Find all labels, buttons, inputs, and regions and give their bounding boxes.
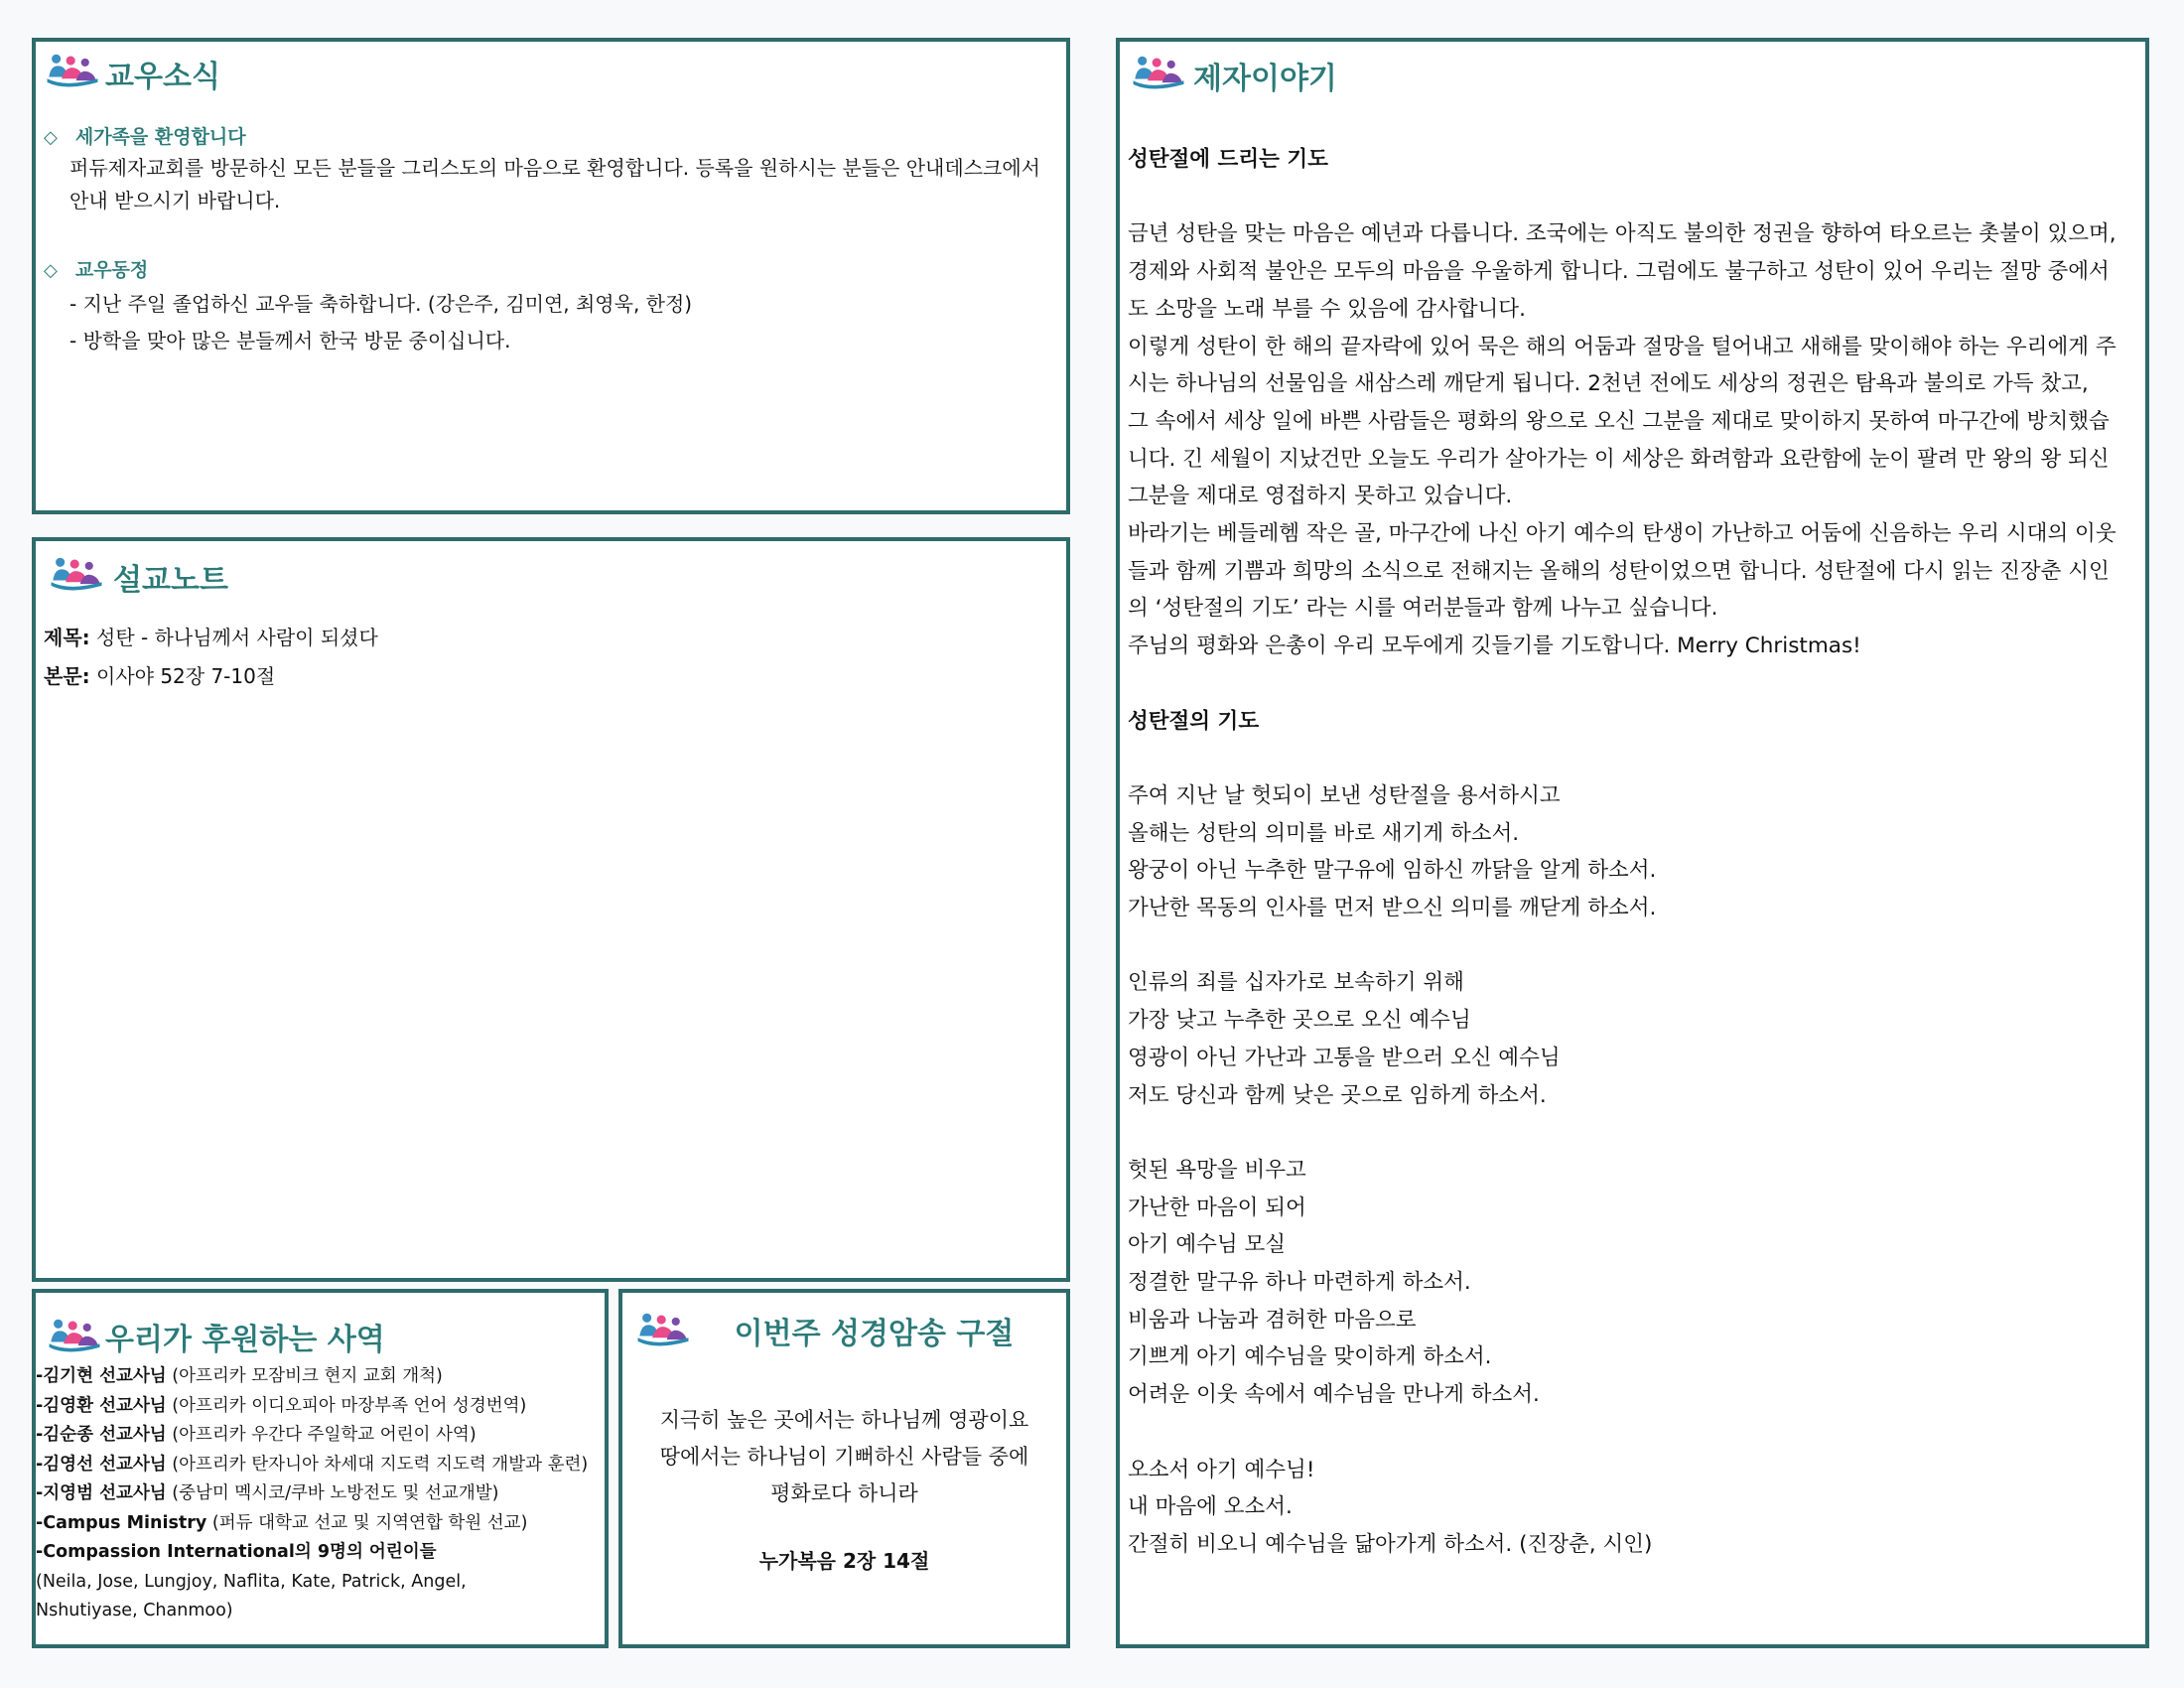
story-line: 주님의 평화와 은총이 우리 모두에게 깃들기를 기도합니다. Merry Christmas! [1128,633,1861,659]
sermon-passage [44,658,275,695]
story-line: 기쁘게 아기 예수님을 맞이하게 하소서. [1128,1344,1492,1370]
story-line: 올해는 성탄의 의미를 바로 새기게 하소서. [1128,820,1520,846]
memory-verse-text [622,1402,1066,1512]
story-line: 가난한 마음이 되어 [1128,1195,1306,1220]
story-line: 바라기는 베들레헴 작은 골, 마구간에 나신 아기 예수의 탄생이 가난하고 어둠에 신음하는 우리 시대의 이웃 [1128,521,2116,547]
sermon-title [44,620,378,656]
story-line: 그분을 제대로 영접하지 못하고 있습니다. [1128,484,1513,509]
list-item: -김영선 선교사님 (아프리카 탄자니아 차세대 지도력 지도력 개발과 훈련) [36,1454,589,1475]
story-line: 오소서 아기 예수님! [1128,1457,1315,1482]
diamond-bullet-icon: ◇ [44,127,58,148]
story-line: 도 소망을 노래 부를 수 있음에 감사합니다. [1128,296,1526,322]
welcome-body: 퍼듀제자교회를 방문하신 모든 분들을 그리스도의 마음으로 환영합니다. 등록을 원하시는 분들은 안내데스크에서 안내 받으시기 바랍니다. [69,156,1040,212]
story-section-title: 성탄절에 드리는 기도 [1128,147,1328,172]
story-line: 저도 당신과 함께 낮은 곳으로 임하게 하소서. [1128,1082,1547,1108]
story-line: 니다. 긴 세월이 지났건만 오늘도 우리가 살아가는 이 세상은 화려함과 요란함에 눈이 팔려 만 왕의 왕 되신 [1128,446,2110,472]
story-line [1128,1114,2116,1152]
story-line: 왕궁이 아닌 누추한 말구유에 임하신 까닭을 알게 하소서. [1128,858,1657,884]
welcome-title [44,119,246,156]
verse-line: 지극히 높은 곳에서는 하나님께 영광이요 [659,1408,1029,1432]
sermon-passage-label: 본문: [44,664,90,688]
story-line [1128,665,2116,703]
list-item: -김기현 선교사님 (아프리카 모잠비크 현지 교회 개척) [36,1366,443,1386]
memory-verse-heading: 이번주 성경암송 구절 [734,1317,1015,1351]
story-line: 영광이 아닌 가난과 고통을 받으러 오신 예수님 [1128,1045,1561,1070]
list-item: -Compassion International의 9명의 어린이들 [36,1542,437,1562]
disciple-story-panel [1116,38,2149,1648]
story-line: 내 마음에 오소서. [1128,1494,1293,1520]
people-logo-icon [44,52,101,91]
story-line: 헛된 욕망을 비우고 [1128,1157,1306,1183]
story-line: 의 ‘성탄절의 기도’ 라는 시를 여러분들과 함께 나누고 싶습니다. [1128,596,1718,622]
alumni-news-title [44,252,148,289]
church-news-heading: 교우소식 [105,60,220,94]
story-line: 비움과 나눔과 겸허한 마음으로 [1128,1307,1417,1333]
story-line: 이렇게 성탄이 한 해의 끝자락에 있어 묵은 해의 어둠과 절망을 털어내고 새해를 맞이해야 하는 우리에게 주 [1128,334,2116,359]
story-line: 간절히 비오니 예수님을 닮아가게 하소서. (진장춘, 시인) [1128,1531,1653,1557]
story-line [1128,927,2116,965]
list-item: -지영범 선교사님 (중남미 멕시코/쿠바 노방전도 및 선교개발) [36,1483,499,1503]
disciple-story-body [1128,141,2116,1564]
verse-line: 땅에서는 하나님이 기뻐하신 사람들 중에 [659,1445,1029,1469]
sermon-notes-heading: 설교노트 [113,563,228,598]
church-news-panel [32,38,1070,514]
list-item: (Neila, Jose, Lungjoy, Naflita, Kate, Patrick, Angel, [36,1571,467,1592]
memory-verse-reference: 누가복음 2장 14절 [758,1549,930,1573]
story-line: 그 속에서 세상 일에 바쁜 사람들은 평화의 왕으로 오신 그분을 제대로 맞이하지 못하여 마구간에 방치했습 [1128,408,2110,434]
people-logo-icon [1130,54,1187,93]
disciple-story-heading: 제자이야기 [1193,62,1337,96]
sermon-title-value: 성탄 - 하나님께서 사람이 되셨다 [89,626,378,649]
story-line: 금년 성탄을 맞는 마음은 예년과 다릅니다. 조국에는 아직도 불의한 정권을 향하여 타오르는 촛불이 있으며, [1128,221,2116,247]
sermon-title-label: 제목: [44,626,90,649]
verse-line: 평화로다 하니라 [770,1481,918,1505]
people-logo-icon [46,1317,103,1356]
diamond-bullet-icon: ◇ [44,260,58,281]
list-item: -김영환 선교사님 (아프리카 이디오피아 마장부족 언어 성경번역) [36,1395,527,1416]
story-line [1128,179,2116,216]
story-line: 경제와 사회적 불안은 모두의 마음을 우울하게 합니다. 그럼에도 불구하고 성탄이 있어 우리는 절망 중에서 [1128,259,2110,285]
story-line: 정결한 말구유 하나 마련하게 하소서. [1128,1270,1471,1296]
list-item: Nshutiyase, Chanmoo) [36,1601,233,1620]
welcome-title-text: 세가족을 환영합니다 [74,126,246,148]
sermon-passage-value: 이사야 52장 7-10절 [89,664,276,688]
story-line [1128,740,2116,777]
story-line: 인류의 죄를 십자가로 보속하기 위해 [1128,970,1464,996]
story-line: 어려운 이웃 속에서 예수님을 만나게 하소서. [1128,1382,1540,1408]
story-line: 아기 예수님 모실 [1128,1232,1287,1258]
alumni-news-list [69,286,692,359]
story-section-title: 성탄절의 기도 [1128,708,1260,734]
story-line [1128,1414,2116,1452]
sermon-notes-panel [32,537,1070,1282]
list-item: - 지난 주일 졸업하신 교우들 축하합니다. (강은주, 김미연, 최영욱, 한정) [69,292,693,316]
list-item: -김순종 선교사님 (아프리카 우간다 주일학교 어린이 사역) [36,1425,477,1445]
supported-ministries-heading: 우리가 후원하는 사역 [105,1323,385,1357]
supported-ministries-panel [32,1289,609,1648]
memory-verse-panel [618,1289,1070,1648]
story-line: 가장 낮고 누추한 곳으로 오신 예수님 [1128,1008,1471,1034]
story-line: 시는 하나님의 선물임을 새삼스레 깨닫게 됩니다. 2천년 전에도 세상의 정권은 탐욕과 불의로 가득 찼고, [1128,371,2089,397]
story-line: 들과 함께 기쁨과 희망의 소식으로 전해지는 올해의 성탄이었으면 합니다. 성탄절에 다시 읽는 진장춘 시인 [1128,558,2110,584]
story-line: 주여 지난 날 헛되이 보낸 성탄절을 용서하시고 [1128,782,1561,808]
story-line: 가난한 목동의 인사를 먼저 받으신 의미를 깨닫게 하소서. [1128,896,1657,921]
alumni-title-text: 교우동정 [74,259,149,281]
list-item: - 방학을 맞아 많은 분들께서 한국 방문 중이십니다. [69,329,511,352]
ministry-list [36,1362,602,1626]
people-logo-icon [48,555,105,595]
list-item: -Campus Ministry (퍼듀 대학교 선교 및 지역연합 학원 선교) [36,1512,528,1533]
